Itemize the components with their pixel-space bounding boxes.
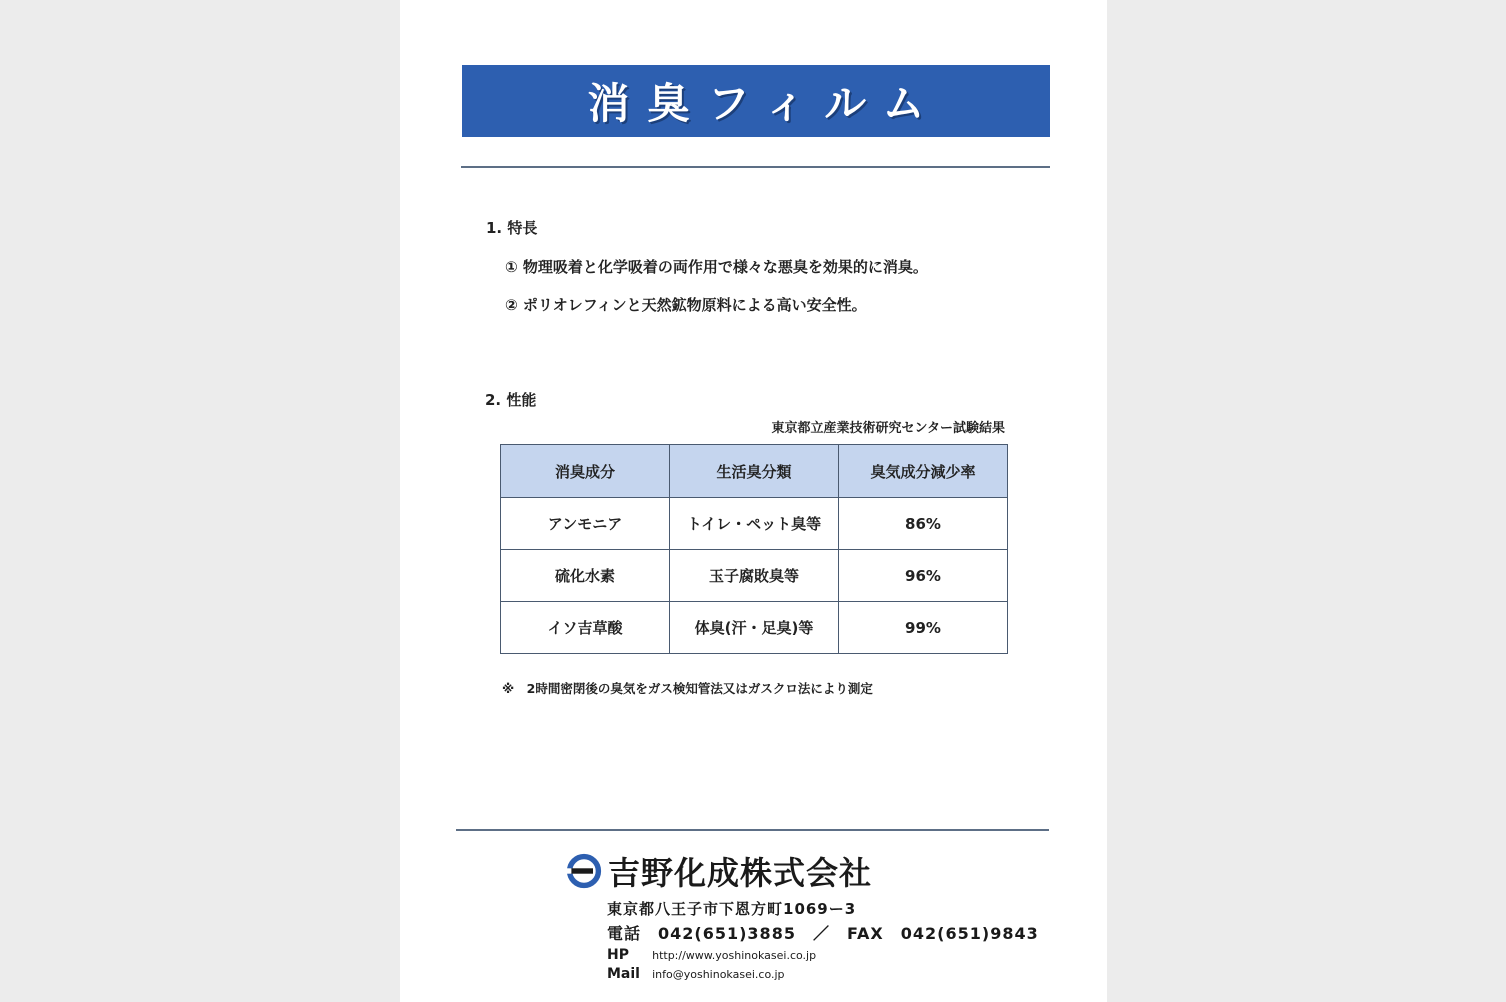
website-label: HP — [607, 947, 629, 963]
cell-odor-category: 体臭(汗・足臭)等 — [670, 602, 839, 654]
company-name: 吉野化成株式会社 — [608, 854, 873, 892]
table-row — [501, 550, 1008, 602]
document-title: 消臭フィルム — [587, 79, 943, 128]
test-source-note: 東京都立産業技術研究センター試験結果 — [771, 421, 1005, 436]
section-features-heading: 1. 特長 — [486, 219, 538, 237]
cell-component: イソ吉草酸 — [501, 602, 670, 654]
header-reduction-rate: 臭気成分減少率 — [839, 445, 1008, 498]
company-mail-row — [607, 963, 785, 982]
mail-label: Mail — [607, 966, 640, 982]
table-row — [501, 602, 1008, 654]
feature-item-1: ① 物理吸着と化学吸着の両作用で様々な悪臭を効果的に消臭。 — [505, 258, 928, 276]
cell-reduction-rate: 99% — [839, 602, 1008, 654]
table-row — [501, 498, 1008, 550]
cell-odor-category: トイレ・ペット臭等 — [670, 498, 839, 550]
cell-reduction-rate: 86% — [839, 498, 1008, 550]
header-component: 消臭成分 — [501, 445, 670, 498]
section-performance-heading: 2. 性能 — [485, 391, 537, 409]
cell-odor-category: 玉子腐敗臭等 — [670, 550, 839, 602]
title-band — [462, 65, 1050, 137]
company-logo-icon — [566, 853, 602, 889]
company-website-row — [607, 944, 816, 963]
document-page — [400, 0, 1107, 1002]
performance-table — [500, 444, 1008, 654]
cell-reduction-rate: 96% — [839, 550, 1008, 602]
company-phone-fax: 電話 042(651)3885 ／ FAX 042(651)9843 — [607, 924, 1039, 943]
measurement-note: ※ 2時間密閉後の臭気をガス検知管法又はガスクロ法により測定 — [502, 681, 873, 696]
table-header-row — [501, 445, 1008, 498]
header-odor-category: 生活臭分類 — [670, 445, 839, 498]
mail-link[interactable]: info@yoshinokasei.co.jp — [652, 968, 785, 981]
cell-component: アンモニア — [501, 498, 670, 550]
cell-component: 硫化水素 — [501, 550, 670, 602]
top-divider — [461, 166, 1050, 168]
company-address: 東京都八王子市下恩方町1069ー3 — [607, 900, 857, 918]
bottom-divider — [456, 829, 1049, 831]
company-block — [566, 848, 872, 894]
feature-item-2: ② ポリオレフィンと天然鉱物原料による高い安全性。 — [505, 296, 867, 314]
website-link[interactable]: http://www.yoshinokasei.co.jp — [652, 949, 817, 962]
